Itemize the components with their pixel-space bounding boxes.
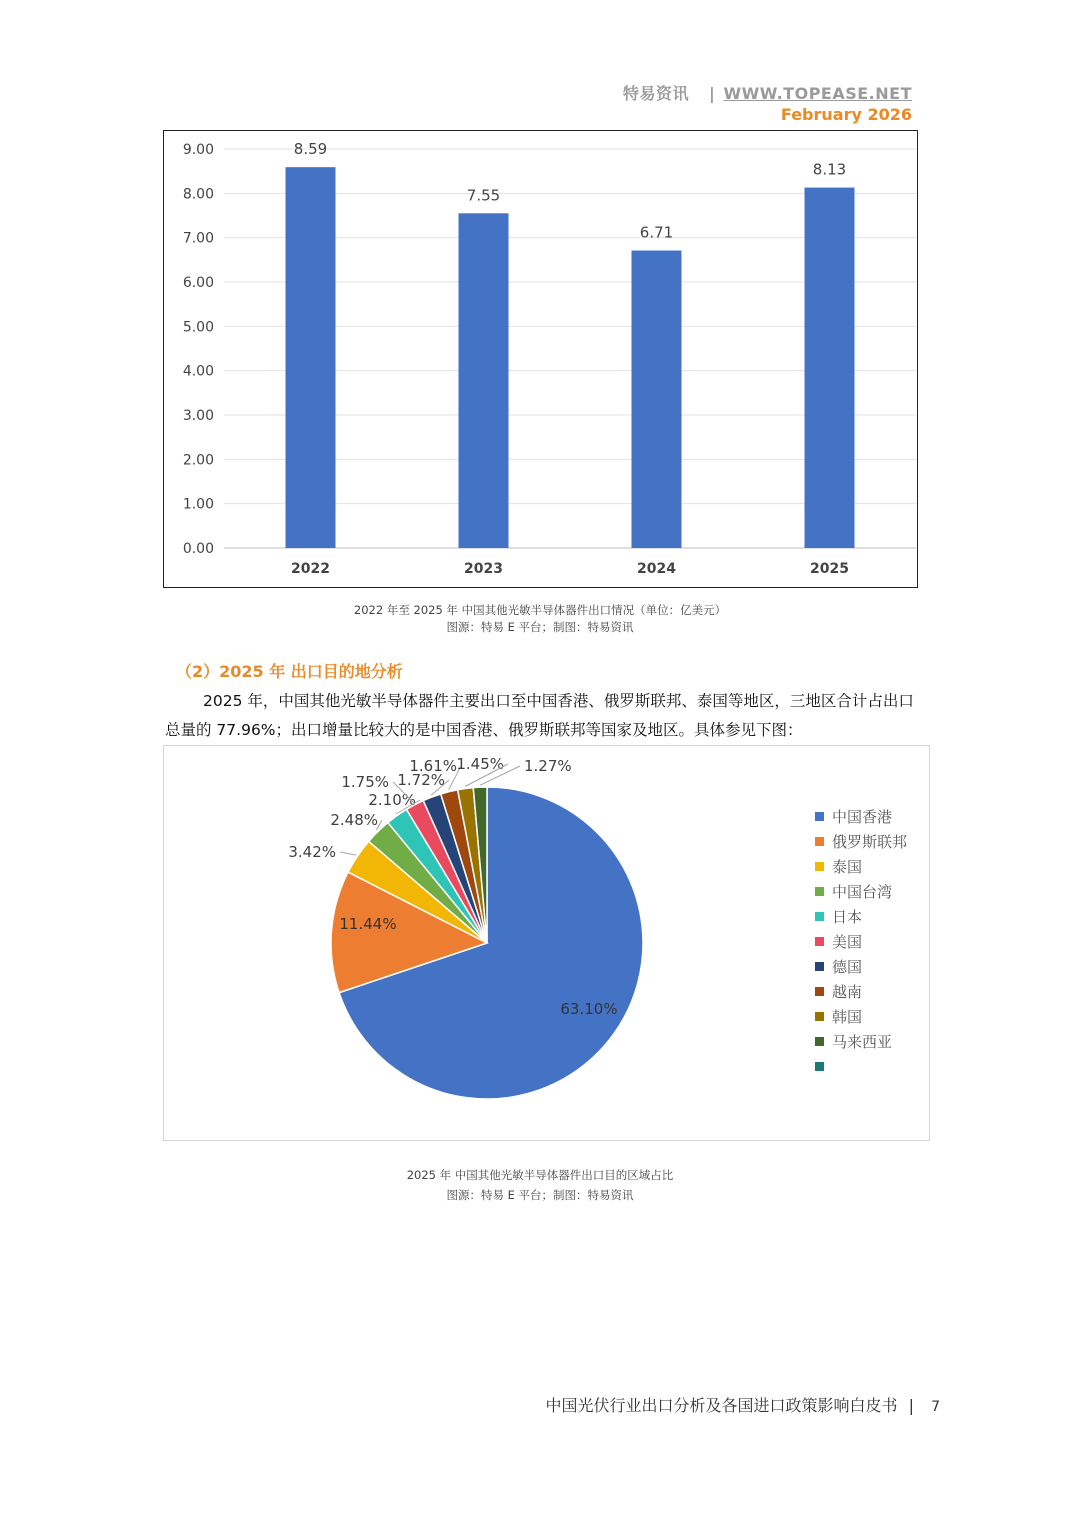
legend-label: 中国香港: [832, 808, 893, 826]
pie-legend: [815, 806, 907, 1081]
bar-data-label: 7.55: [466, 186, 501, 205]
y-tick-label: 7.00: [182, 230, 214, 247]
y-tick-label: 1.00: [182, 496, 214, 513]
legend-swatch: [815, 937, 824, 946]
legend-label: 德国: [832, 958, 863, 976]
header-date: February 2026: [780, 105, 912, 124]
legend-item: [815, 856, 907, 881]
y-tick-label: 6.00: [182, 275, 214, 291]
legend-item: [815, 906, 907, 931]
legend-swatch: [815, 1012, 824, 1021]
header-brand: [600, 81, 912, 104]
legend-item: [815, 931, 907, 956]
legend-label: 美国: [832, 933, 863, 951]
header-separator: |: [709, 84, 716, 103]
legend-swatch: [815, 962, 824, 971]
legend-swatch: [815, 912, 824, 921]
legend-label: 日本: [832, 908, 863, 926]
legend-label: 马来西亚: [832, 1033, 893, 1051]
bar-chart-caption: 2022 年至 2025 年 中国其他光敏半导体器件出口情况（单位：亿美元）: [353, 603, 727, 617]
pie-data-label: 1.27%: [524, 757, 572, 775]
bar-chart-source: 图源：特易 E 平台；制图：特易资讯: [446, 620, 634, 634]
x-tick-label: 2022: [291, 561, 330, 577]
x-tick-label: 2024: [637, 561, 676, 577]
legend-item: [815, 881, 907, 906]
y-tick-label: 2.00: [182, 452, 214, 469]
legend-label: 中国台湾: [832, 883, 893, 901]
bar: [286, 167, 336, 548]
legend-label: 俄罗斯联邦: [832, 833, 908, 851]
legend-swatch: [815, 1062, 824, 1071]
pie-data-label: 1.72%: [397, 771, 445, 789]
pie-data-label: 2.48%: [330, 811, 378, 829]
y-tick-label: 5.00: [182, 319, 214, 336]
pie-data-label: 11.44%: [339, 915, 397, 933]
section-paragraph: [165, 687, 925, 745]
paragraph-text: 2025 年，中国其他光敏半导体器件主要出口至中国香港、俄罗斯联邦、泰国等地区，三地区合计占出口总量的 77.96%；出口增量比较大的是中国香港、俄罗斯联邦等国家及地区。具体参见下图：: [165, 692, 914, 739]
bar-data-label: 8.13: [812, 160, 847, 179]
bar: [805, 188, 855, 548]
bar-data-label: 8.59: [293, 140, 328, 159]
section-title: （2）2025 年 出口目的地分析: [176, 662, 403, 681]
brand-name: 特易资讯: [622, 84, 689, 103]
y-tick-label: 4.00: [182, 363, 214, 380]
legend-label: 泰国: [832, 858, 863, 876]
legend-item: [815, 1006, 907, 1031]
bar-chart: [164, 131, 916, 586]
y-tick-label: 8.00: [182, 186, 214, 203]
footer-separator: |: [908, 1396, 914, 1415]
pie-data-label: 63.10%: [560, 1000, 618, 1018]
legend-swatch: [815, 887, 824, 896]
legend-swatch: [815, 837, 824, 846]
legend-swatch: [815, 862, 824, 871]
footer: [420, 1393, 940, 1416]
bar: [459, 213, 509, 548]
legend-item: [815, 806, 907, 831]
legend-label: 越南: [832, 983, 863, 1001]
bar-chart-frame: [163, 130, 918, 588]
legend-item: [815, 831, 907, 856]
x-tick-label: 2025: [810, 561, 849, 577]
legend-swatch: [815, 812, 824, 821]
legend-item: [815, 1056, 907, 1081]
legend-label: 韩国: [832, 1008, 863, 1026]
pie-data-label: 2.10%: [368, 791, 416, 809]
legend-swatch: [815, 987, 824, 996]
leader-line: [340, 852, 356, 855]
pie-data-label: 1.45%: [456, 755, 504, 773]
y-tick-label: 0.00: [182, 541, 214, 557]
legend-item: [815, 1031, 907, 1056]
y-tick-label: 3.00: [182, 408, 214, 424]
footer-title: 中国光伏行业出口分析及各国进口政策影响白皮书: [545, 1396, 898, 1415]
y-tick-label: 9.00: [182, 142, 214, 158]
legend-swatch: [815, 1037, 824, 1046]
x-tick-label: 2023: [464, 561, 503, 577]
bar-data-label: 6.71: [639, 223, 674, 242]
pie-data-label: 1.75%: [341, 773, 389, 791]
pie-data-label: 1.61%: [409, 757, 457, 775]
pie-data-label: 3.42%: [288, 843, 336, 861]
pie-chart-source: 图源：特易 E 平台；制图：特易资讯: [446, 1188, 634, 1202]
pie-chart-caption: 2025 年 中国其他光敏半导体器件出口目的区域占比: [406, 1168, 674, 1182]
bar: [632, 251, 682, 548]
legend-item: [815, 956, 907, 981]
site-link[interactable]: WWW.TOPEASE.NET: [723, 84, 912, 103]
page-number: 7: [931, 1399, 940, 1415]
legend-item: [815, 981, 907, 1006]
